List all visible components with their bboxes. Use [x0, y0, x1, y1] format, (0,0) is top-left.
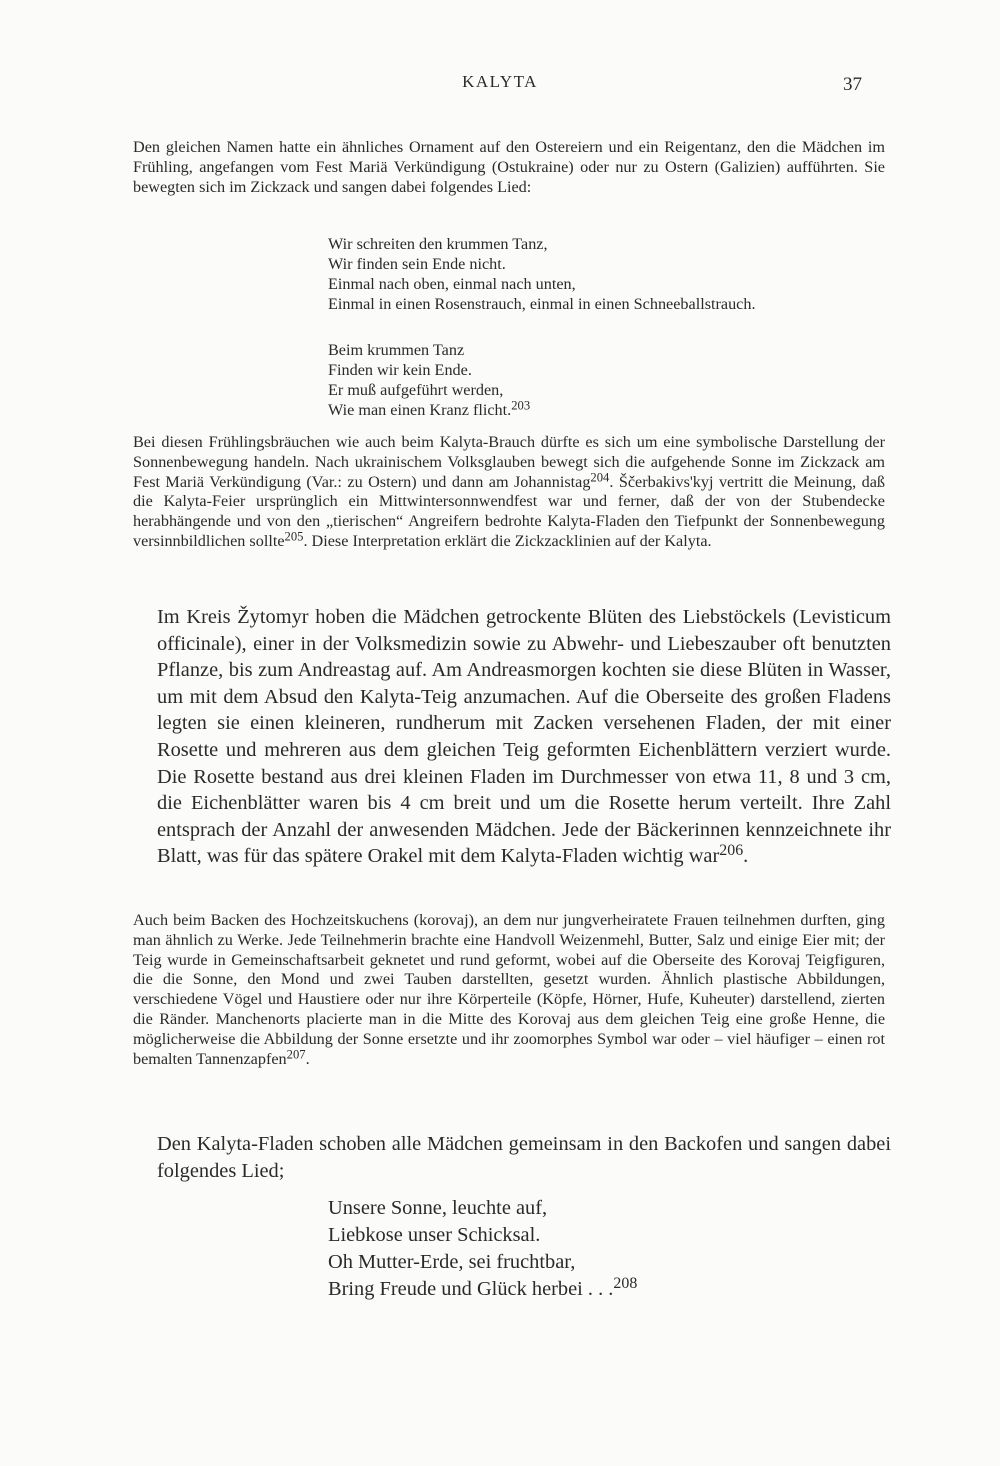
- paragraph-text: . Diese Interpretation erklärt die Zickzacklinien auf der Kalyta.: [303, 531, 712, 550]
- footnote-ref[interactable]: 203: [511, 398, 531, 413]
- song-verse-1: [328, 234, 756, 314]
- verse-line: Einmal in einen Rosenstrauch, einmal in einen Schneeballstrauch.: [328, 295, 756, 313]
- paragraph-text: Bei diesen Frühlingsbräuchen wie auch beim Kalyta-Brauch dürfte es sich um eine symbolische Darstellung der Sonnenbewegung handeln. Nach ukrainischem Volksglauben bewegt sich die aufgehende Sonne im Zickzack am Fest Mariä Verkündigung (Var.: zu Ostern) und dann am Johannistag: [133, 433, 885, 491]
- paragraph-ornament-dance: Den gleichen Namen hatte ein ähnliches Ornament auf den Ostereiern und ein Reigentanz, den die Mädchen im Frühling, angefangen vom Fest Mariä Verkündigung (Ostukraine) oder nur zu Ostern (Galizien) aufführten. Sie bewegten sich im Zickzack und sangen dabei folgendes Lied:: [133, 138, 885, 196]
- footnote-ref[interactable]: 207: [286, 1046, 306, 1061]
- verse-line: Oh Mutter-Erde, sei fruchtbar,: [328, 1251, 576, 1273]
- verse-line-text: Bring Freude und Glück herbei . . .: [328, 1278, 614, 1300]
- verse-line-text: Wie man einen Kranz flicht.: [328, 401, 512, 419]
- verse-line: Finden wir kein Ende.: [328, 361, 472, 379]
- verse-line: Einmal nach oben, einmal nach unten,: [328, 275, 576, 293]
- paragraph-backofen: Den Kalyta-Fladen schoben alle Mädchen gemeinsam in den Backofen und sangen dabei folgendes Lied;: [157, 1133, 891, 1182]
- song-verse-3: [328, 1195, 637, 1303]
- paragraph-end: .: [743, 845, 749, 868]
- paragraph-korovaj: [133, 911, 885, 1069]
- footnote-ref[interactable]: 208: [613, 1274, 638, 1292]
- paragraph-text: . Ščerbakivs'kyj vertritt die Meinung, daß die Kalyta-Feier ursprünglich ein Mittwintersonnwendfest war und ferner, daß der von der Stubendecke herabhängende und von den „tierischen“ Angreifern bedrohte Kalyta-Fladen den Tiefpunkt der Sonnenbewegung versinnbildlichen sollte: [133, 472, 885, 550]
- page-number: 37: [843, 74, 862, 95]
- verse-line: Beim krummen Tanz: [328, 341, 465, 359]
- footnote-ref[interactable]: 206: [719, 842, 744, 860]
- verse-line: Liebkose unser Schicksal.: [328, 1224, 541, 1246]
- paragraph-text: Im Kreis Žytomyr hoben die Mädchen getrockente Blüten des Liebstöckels (Levisticum officinale), einer in der Volksmedizin sowie zu Abwehr- und Liebeszauber oft benutzten Pflanze, bis zum Andreastag auf. Am Andreasmorgen kochten sie diese Blüten in Wasser, um mit dem Absud den Kalyta-Teig anzumachen. Auf die Oberseite des großen Fladens legten sie einen kleineren, rundherum mit Zacken versehenen Fladen, der mit einer Rosette und mehreren aus dem gleichen Teig geformten Eichenblättern verziert wurde. Die Rosette bestand aus drei kleinen Fladen im Durchmesser von etwa 11, 8 und 3 cm, die Eichenblätter waren bis 4 cm breit und um die Rosette herum verteilt. Ihre Zahl entsprach der Anzahl der anwesenden Mädchen. Jede der Bäckerinnen kennzeichnete ihr Blatt, was für das spätere Orakel mit dem Kalyta-Fladen wichtig war: [157, 606, 891, 868]
- verse-line: Wir schreiten den krummen Tanz,: [328, 235, 548, 253]
- paragraph-sun-symbolism: [133, 433, 885, 552]
- verse-line: Er muß aufgeführt werden,: [328, 381, 504, 399]
- verse-line: Wir finden sein Ende nicht.: [328, 255, 506, 273]
- paragraph-end: .: [305, 1049, 310, 1068]
- running-title: KALYTA: [462, 72, 538, 91]
- paragraph-text: Auch beim Backen des Hochzeitskuchens (korovaj), an dem nur jungverheiratete Frauen teilnehmen durften, ging man ähnlich zu Werke. Jede Teilnehmerin brachte eine Handvoll Weizenmehl, Butter, Salz und einige Eier mit; der Teig wurde in Gemeinschaftsarbeit geknetet und rund geformt, wobei auf die Oberseite des Korovaj Teigfiguren, die die Sonne, den Mond und zwei Tauben darstellten, gesetzt wurden. Ähnlich plastische Abbildungen, verschiedene Vögel und Haustiere oder nur ihre Körperteile (Köpfe, Hörner, Hufe, Kuheuter) darstellend, zierten die Ränder. Manchenorts placierte man in die Mitte des Korovaj aus dem gleichen Teig eine große Henne, die möglicherweise die Abbildung der Sonne ersetzte und ihr zoomorphes Symbol war oder – viel häufiger – einen rot bemalten Tannenzapfen: [133, 911, 885, 1068]
- paragraph-zytomyr: [157, 604, 891, 870]
- verse-line: [328, 400, 530, 420]
- footnote-ref[interactable]: 205: [284, 529, 304, 544]
- verse-line: Unsere Sonne, leuchte auf,: [328, 1197, 548, 1219]
- verse-line: [328, 1276, 637, 1303]
- footnote-ref[interactable]: 204: [590, 469, 610, 484]
- song-verse-2: [328, 340, 530, 420]
